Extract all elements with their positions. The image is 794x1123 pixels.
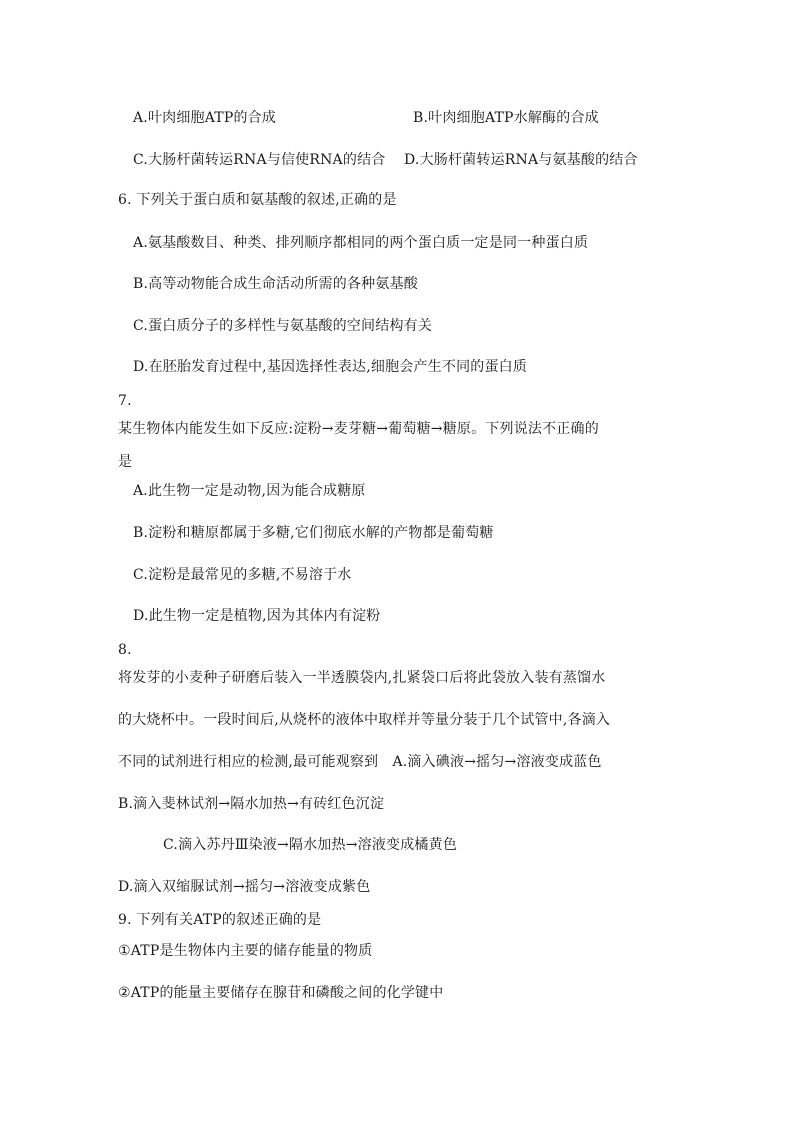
q7-number: 7. xyxy=(118,393,132,409)
q6-option-a: A.氨基酸数目、种类、排列顺序都相同的两个蛋白质一定是同一种蛋白质 xyxy=(133,235,589,251)
q5-option-d: D.大肠杆菌转运RNA与氨基酸的结合 xyxy=(404,152,638,168)
q7-option-b: B.淀粉和糖原都属于多糖,它们彻底水解的产物都是葡萄糖 xyxy=(133,525,494,541)
q8-option-b: B.滴入斐林试剂→隔水加热→有砖红色沉淀 xyxy=(118,796,385,812)
q7-stem-line-1: 某生物体内能发生如下反应:淀粉→麦芽糖→葡萄糖→糖原。下列说法不正确的 xyxy=(118,421,599,437)
q6-option-c: C.蛋白质分子的多样性与氨基酸的空间结构有关 xyxy=(133,318,433,334)
q7-option-d: D.此生物一定是植物,因为其体内有淀粉 xyxy=(133,608,381,624)
q7-stem-line-2: 是 xyxy=(118,454,133,470)
q6-option-d: D.在胚胎发育过程中,基因选择性表达,细胞会产生不同的蛋白质 xyxy=(133,359,528,375)
q9-item-1: ①ATP是生物体内主要的储存能量的物质 xyxy=(118,943,373,959)
q9-item-2: ②ATP的能量主要储存在腺苷和磷酸之间的化学键中 xyxy=(118,985,444,1001)
q5-option-a: A.叶肉细胞ATP的合成 xyxy=(133,110,277,126)
q8-stem-line-2: 的大烧杯中。一段时间后,从烧杯的液体中取样并等量分装于几个试管中,各滴入 xyxy=(118,712,611,728)
q6-stem: 6. 下列关于蛋白质和氨基酸的叙述,正确的是 xyxy=(118,192,397,208)
q7-option-a: A.此生物一定是动物,因为能合成糖原 xyxy=(133,483,366,499)
q8-option-d: D.滴入双缩脲试剂→摇匀→溶液变成紫色 xyxy=(118,879,371,895)
q9-stem: 9. 下列有关ATP的叙述正确的是 xyxy=(118,912,322,928)
q8-stem-line-3: 不同的试剂进行相应的检测,最可能观察到 A.滴入碘液→摇匀→溶液变成蓝色 xyxy=(118,754,602,770)
q5-option-c: C.大肠杆菌转运RNA与信使RNA的结合 xyxy=(133,152,386,168)
q5-option-b: B.叶肉细胞ATP水解酶的合成 xyxy=(413,110,599,126)
q8-stem-line-1: 将发芽的小麦种子研磨后装入一半透膜袋内,扎紧袋口后将此袋放入装有蒸馏水 xyxy=(118,670,606,686)
q6-option-b: B.高等动物能合成生命活动所需的各种氨基酸 xyxy=(133,276,418,292)
q8-number: 8. xyxy=(118,642,132,658)
q7-option-c: C.淀粉是最常见的多糖,不易溶于水 xyxy=(133,567,352,583)
q8-option-c: C.滴入苏丹Ⅲ染液→隔水加热→溶液变成橘黄色 xyxy=(163,837,458,853)
